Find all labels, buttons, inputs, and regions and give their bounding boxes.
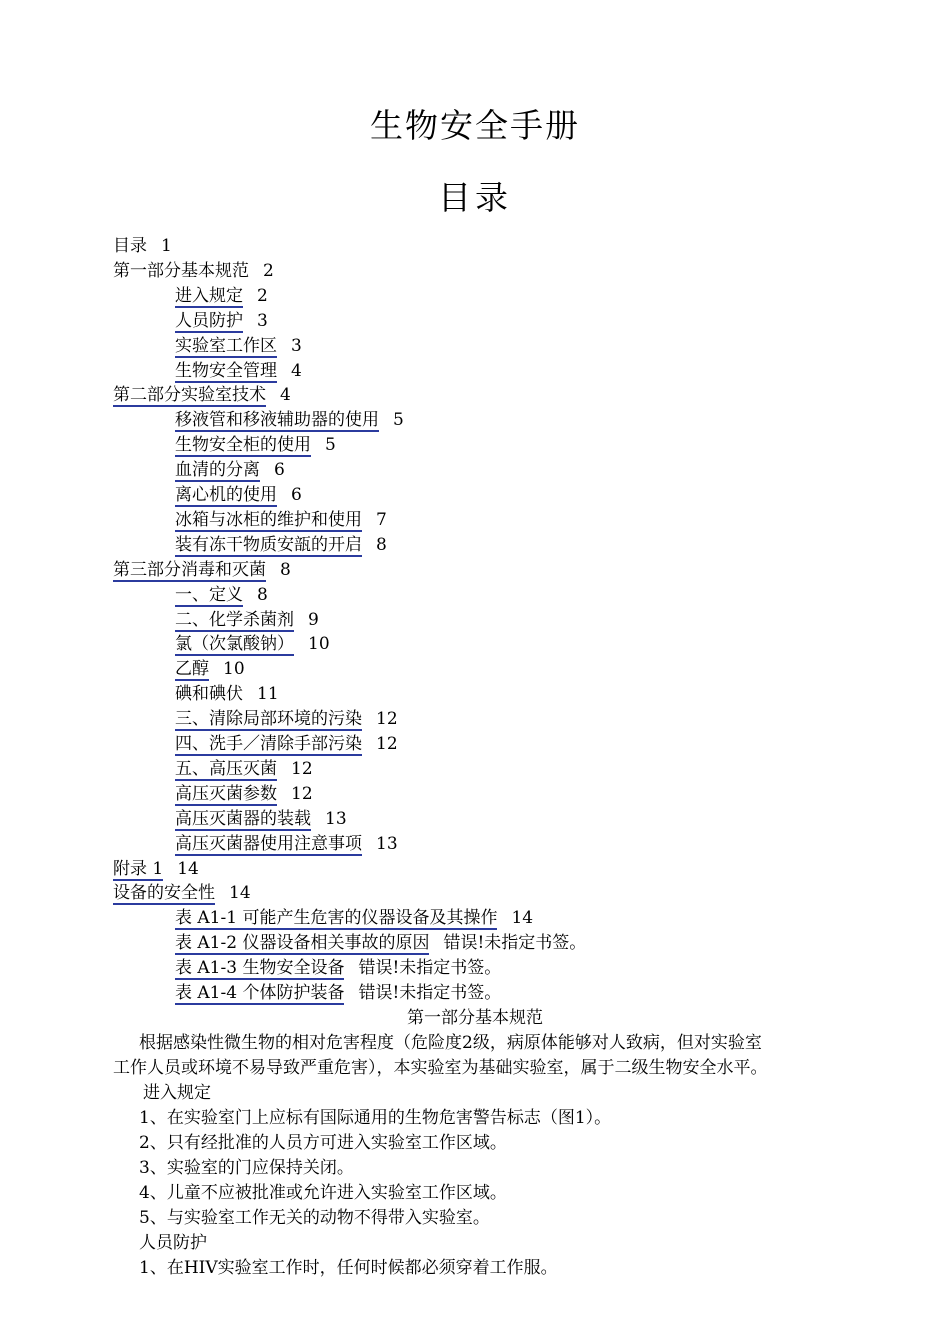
toc-entry-page: 错误!未指定书签。 [358, 958, 502, 979]
toc-entry-label[interactable]: 五、高压灭菌 [175, 758, 277, 779]
toc-entry-label[interactable]: 四、洗手／清除手部污染 [175, 734, 362, 754]
list-item: 1、在实验室门上应标有国际通用的生物危害警告标志（图1）。 [139, 1108, 612, 1128]
list-item: 1、在HIV实验室工作时，任何时候都必须穿着工作服。 [139, 1258, 558, 1278]
toc-entry-page: 1 [161, 236, 172, 256]
toc-entry-label: 第一部分基本规范 [113, 260, 249, 281]
toc-entry-page: 14 [177, 858, 199, 879]
toc-entry[interactable] [175, 906, 533, 931]
toc-entry[interactable] [113, 881, 251, 906]
toc-entry-page: 8 [257, 584, 268, 605]
toc-entry-label[interactable]: 表 A1-3 生物安全设备 [175, 958, 345, 979]
toc-entry-label[interactable]: 生物安全柜的使用 [175, 435, 311, 456]
toc-entry[interactable] [113, 857, 199, 882]
toc-entry-page: 4 [291, 360, 302, 381]
toc-entry-label: 目录 [113, 236, 147, 256]
toc-entry[interactable] [175, 807, 347, 832]
toc-entry [113, 259, 274, 284]
toc-entry-label[interactable]: 设备的安全性 [113, 883, 215, 904]
toc-entry[interactable] [175, 981, 501, 1006]
toc-entry-page: 3 [291, 335, 302, 356]
toc-entry-label[interactable]: 乙醇 [175, 659, 209, 680]
toc-entry[interactable] [175, 956, 501, 981]
toc-entry-label[interactable]: 表 A1-2 仪器设备相关事故的原因 [175, 933, 430, 954]
toc-entry-label[interactable]: 高压灭菌参数 [175, 783, 277, 804]
toc-entry-page: 3 [257, 310, 268, 331]
toc-entry-page: 错误!未指定书签。 [443, 933, 587, 954]
toc-entry-page: 5 [325, 435, 336, 456]
toc-entry-page: 错误!未指定书签。 [358, 983, 502, 1003]
toc-entry[interactable] [175, 657, 245, 682]
toc-entry-page: 2 [263, 260, 274, 281]
toc-entry-page: 12 [291, 758, 313, 779]
toc-entry-label[interactable]: 人员防护 [175, 310, 243, 331]
toc-entry-page: 12 [376, 734, 398, 754]
toc-entry-page: 12 [291, 783, 313, 804]
toc-entry [113, 234, 172, 259]
toc-entry-page: 7 [376, 509, 387, 530]
toc-entry[interactable] [175, 309, 268, 334]
toc-entry-page: 10 [308, 634, 330, 655]
toc-entry[interactable] [175, 359, 302, 384]
toc-entry-page: 9 [308, 609, 319, 630]
toc-entry[interactable] [175, 334, 302, 359]
toc-entry-page: 2 [257, 285, 268, 306]
toc-entry-page: 13 [325, 808, 347, 829]
toc-entry-label[interactable]: 生物安全管理 [175, 360, 277, 381]
intro-paragraph-line-2: 工作人员或环境不易导致严重危害），本实验室为基础实验室，属于二级生物安全水平。 [113, 1058, 768, 1078]
toc-entry[interactable] [113, 558, 291, 583]
toc-entry-label[interactable]: 冰箱与冰柜的维护和使用 [175, 509, 362, 530]
toc-entry[interactable] [175, 782, 313, 807]
toc-entry-page: 14 [511, 908, 534, 929]
toc-entry[interactable] [175, 408, 404, 433]
toc-entry[interactable] [175, 608, 319, 633]
toc-entry-label[interactable]: 血清的分离 [175, 460, 260, 481]
document-title: 生物安全手册 [370, 106, 580, 145]
toc-entry[interactable] [175, 832, 398, 857]
toc-entry[interactable] [175, 458, 285, 483]
toc-entry-label[interactable]: 附录 1 [113, 858, 164, 879]
toc-entry[interactable] [175, 757, 313, 782]
toc-entry-label[interactable]: 表 A1-4 个体防护装备 [175, 983, 345, 1003]
toc-entry[interactable] [175, 433, 336, 458]
list-item: 2、只有经批准的人员方可进入实验室工作区域。 [139, 1133, 507, 1153]
toc-entry[interactable] [175, 508, 387, 533]
toc-entry-page: 6 [291, 485, 302, 505]
toc-entry-label[interactable]: 移液管和移液辅助器的使用 [175, 410, 379, 431]
toc-entry-label[interactable]: 二、化学杀菌剂 [175, 609, 294, 630]
list-item: 3、实验室的门应保持关闭。 [139, 1158, 354, 1178]
toc-entry-label[interactable]: 进入规定 [175, 285, 243, 306]
toc-entry-page: 11 [257, 684, 279, 705]
toc-entry-page: 12 [376, 709, 398, 730]
toc-entry[interactable] [175, 707, 398, 732]
toc-entry-page: 8 [376, 534, 387, 555]
toc-entry-label[interactable]: 三、清除局部环境的污染 [175, 709, 362, 730]
toc-entry-label[interactable]: 氯（次氯酸钠） [175, 634, 294, 655]
list-item: 5、与实验室工作无关的动物不得带入实验室。 [139, 1208, 490, 1228]
toc-entry[interactable] [113, 383, 291, 408]
toc-entry-label: 碘和碘伏 [175, 684, 243, 705]
toc-entry[interactable] [175, 583, 268, 608]
toc-entry-page: 4 [280, 385, 291, 406]
toc-entry-page: 10 [223, 659, 245, 680]
toc-entry-label[interactable]: 实验室工作区 [175, 335, 277, 356]
toc-entry[interactable] [175, 632, 330, 657]
section-heading: 第一部分基本规范 [407, 1008, 543, 1028]
toc-entry-page: 14 [229, 883, 251, 904]
toc-entry[interactable] [175, 533, 387, 558]
toc-entry-page: 8 [280, 559, 291, 580]
toc-entry[interactable] [175, 931, 586, 956]
toc-entry-label[interactable]: 装有冻干物质安瓿的开启 [175, 534, 362, 555]
toc-entry-label[interactable]: 第三部分消毒和灭菌 [113, 559, 266, 580]
toc-entry-label[interactable]: 高压灭菌器的装载 [175, 808, 311, 829]
toc-entry-label[interactable]: 表 A1-1 可能产生危害的仪器设备及其操作 [175, 908, 498, 929]
subsection-title-personal-protection: 人员防护 [139, 1233, 207, 1253]
toc-entry-label[interactable]: 高压灭菌器使用注意事项 [175, 833, 362, 854]
intro-paragraph-line-1: 根据感染性微生物的相对危害程度（危险度2级，病原体能够对人致病，但对实验室 [139, 1033, 762, 1053]
toc-entry-label[interactable]: 离心机的使用 [175, 485, 277, 505]
list-item: 4、儿童不应被批准或允许进入实验室工作区域。 [139, 1183, 507, 1203]
toc-entry-page: 13 [376, 833, 398, 854]
toc-entry[interactable] [175, 284, 268, 309]
toc-entry [175, 682, 279, 707]
toc-heading: 目录 [438, 178, 512, 217]
toc-entry-page: 5 [393, 410, 404, 431]
toc-entry[interactable] [175, 483, 302, 508]
subsection-title-entry-rules: 进入规定 [143, 1083, 211, 1103]
toc-entry-page: 6 [274, 460, 285, 481]
toc-entry-label[interactable]: 一、定义 [175, 584, 243, 605]
toc-entry-label[interactable]: 第二部分实验室技术 [113, 385, 266, 406]
toc-entry[interactable] [175, 732, 398, 757]
